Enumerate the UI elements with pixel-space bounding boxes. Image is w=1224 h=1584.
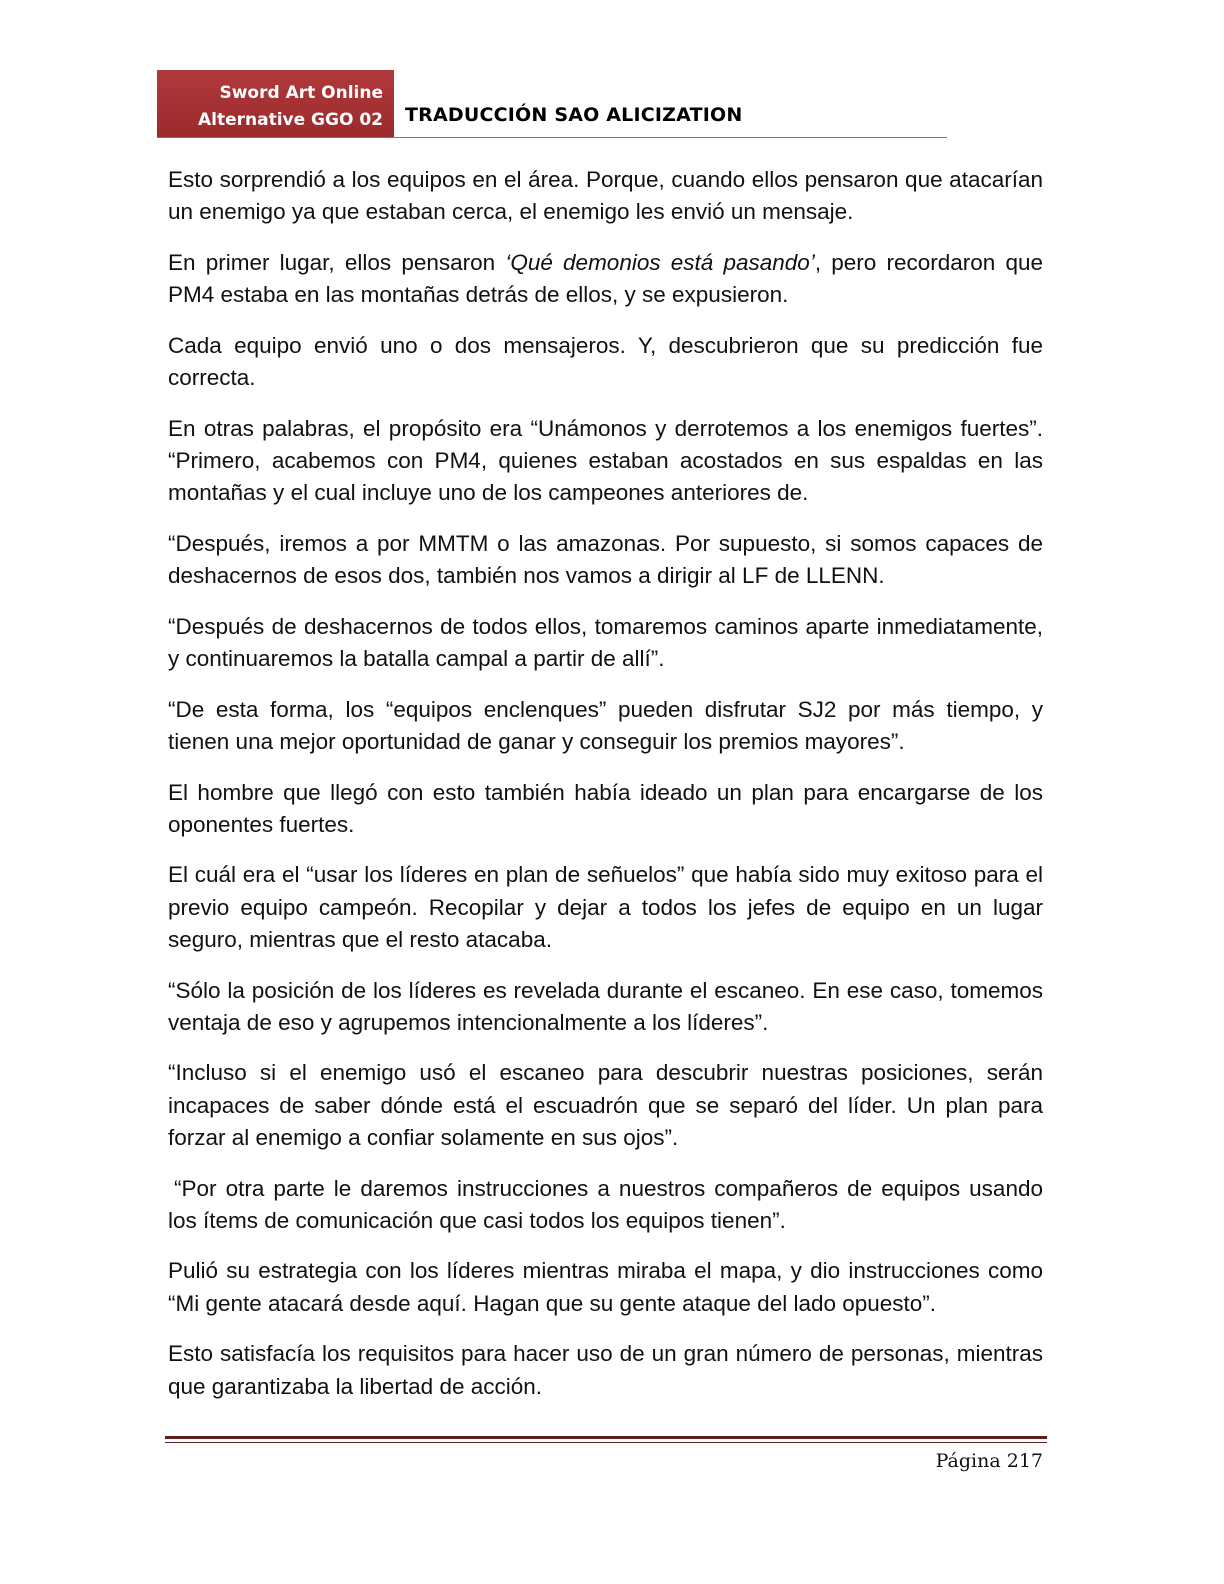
page-label: Página xyxy=(935,1450,1001,1472)
page-header xyxy=(157,70,947,138)
paragraph-2 xyxy=(168,247,1043,311)
footer-rule-thick xyxy=(165,1436,1047,1439)
paragraph-4: En otras palabras, el propósito era “Unámonos y derrotemos a los enemigos fuertes”. “Primero, acabemos con PM4, quienes estaban acostados en sus espaldas en las montañas y el cual incluye uno de los campeones anteriores de. xyxy=(168,415,1043,506)
paragraph-12: “Por otra parte le daremos instrucciones a nuestros compañeros de equipos usando los ítems de comunicación que casi todos los equipos tienen”. xyxy=(168,1175,1043,1233)
header-divider xyxy=(157,137,947,138)
page-number xyxy=(936,1450,1043,1472)
paragraph-3: Cada equipo envió uno o dos mensajeros. Y, descubrieron que su predicción fue correcta. xyxy=(168,332,1043,391)
series-title-line1: Sword Art Online xyxy=(219,83,383,103)
paragraph-2-text-after: , pero recordaron que PM4 estaba en las montañas detrás de ellos, y se expusieron. xyxy=(168,249,1044,308)
paragraph-11: “Incluso si el enemigo usó el escaneo para descubrir nuestras posiciones, serán incapaces de saber dónde está el escuadrón que se separó del líder. Un plan para forzar al enemigo a confiar solamente en sus ojos”. xyxy=(168,1060,1043,1150)
paragraph-2-italic-quote: ‘Qué demonios está pasando’ xyxy=(505,249,815,275)
paragraph-1: Esto sorprendió a los equipos en el área. Porque, cuando ellos pensaron que atacarían un enemigo ya que estaban cerca, el enemigo les envió un mensaje. xyxy=(168,167,1043,225)
header-title: TRADUCCIÓN SAO ALICIZATION xyxy=(405,104,743,126)
paragraph-13: Pulió su estrategia con los líderes mientras miraba el mapa, y dio instrucciones como “Mi gente atacará desde aquí. Hagan que su gente ataque del lado opuesto”. xyxy=(168,1258,1043,1316)
paragraph-8: El hombre que llegó con esto también había ideado un plan para encargarse de los oponentes fuertes. xyxy=(168,779,1043,837)
paragraph-5: “Después, iremos a por MMTM o las amazonas. Por supuesto, si somos capaces de deshacernos de esos dos, también nos vamos a dirigir al LF de LLENN. xyxy=(168,530,1043,589)
footer-rule-thin xyxy=(165,1442,1047,1443)
paragraph-6: “Después de deshacernos de todos ellos, tomaremos caminos aparte inmediatamente, y continuaremos la batalla campal a partir de allí”. xyxy=(168,613,1043,671)
series-title-box xyxy=(157,70,394,137)
series-title-line2: Alternative GGO 02 xyxy=(197,110,383,130)
paragraph-2-text-before: En primer lugar, ellos pensaron xyxy=(168,249,506,275)
paragraph-9: El cuál era el “usar los líderes en plan de señuelos” que había sido muy exitoso para el previo equipo campeón. Recopilar y dejar a todos los jefes de equipo en un lugar seguro, mientras que el resto atacaba. xyxy=(168,862,1043,952)
document-body xyxy=(168,164,1043,1421)
paragraph-14: Esto satisfacía los requisitos para hacer uso de un gran número de personas, mientras que garantizaba la libertad de acción. xyxy=(168,1341,1043,1399)
paragraph-7: “De esta forma, los “equipos enclenques” pueden disfrutar SJ2 por más tiempo, y tienen una mejor oportunidad de ganar y conseguir los premios mayores”. xyxy=(168,696,1043,754)
page-number-value: 217 xyxy=(1006,1450,1043,1472)
paragraph-10: “Sólo la posición de los líderes es revelada durante el escaneo. En ese caso, tomemos ventaja de eso y agrupemos intencionalmente a los líderes”. xyxy=(168,977,1043,1035)
